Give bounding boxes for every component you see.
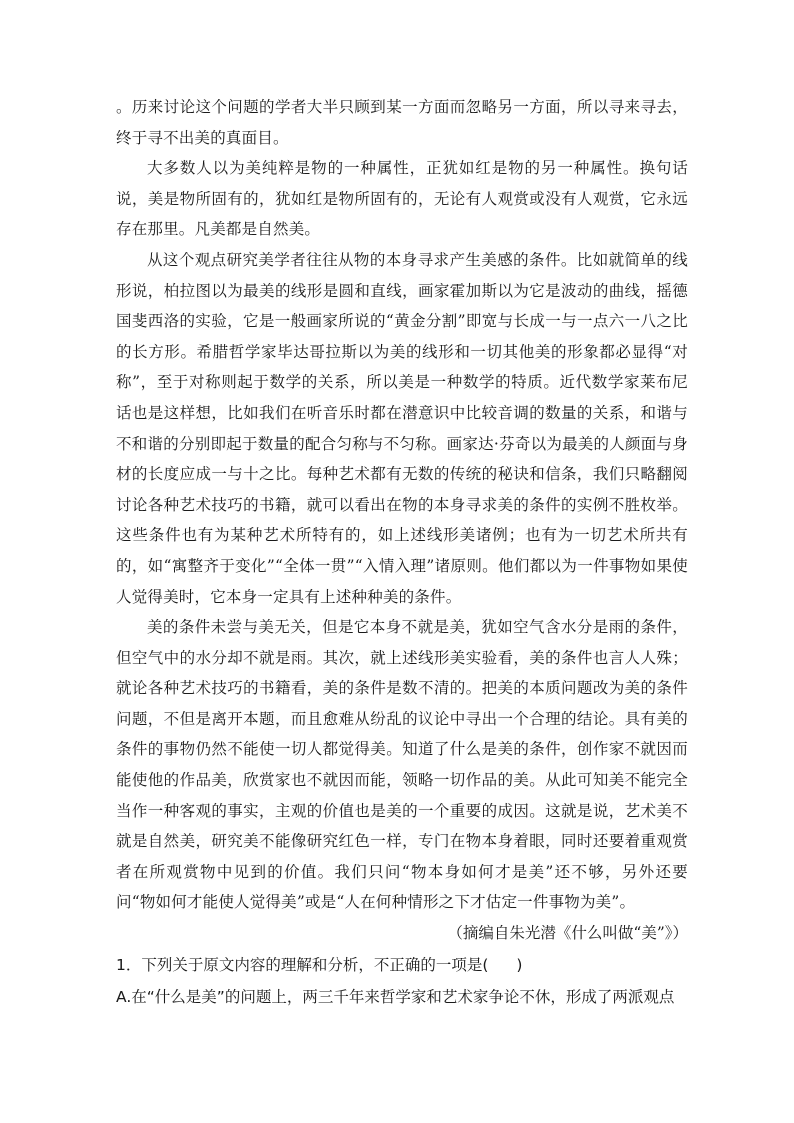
passage-paragraph-1: 。历来讨论这个问题的学者大半只顾到某一方面而忽略另一方面，所以寻来寻去，终于寻不出美的真面目。 [116,98,688,147]
passage-paragraph-2: 大多数人以为美纯粹是物的一种属性，正犹如红是物的另一种属性。换句话说，美是物所固有的，犹如红是物所固有的，无论有人观赏或没有人观赏，它永远存在那里。凡美都是自然美。 [116,159,688,239]
question-1-stem-text: 1．下列关于原文内容的理解和分析，不正确的一项是( [116,955,489,974]
question-1-stem [116,949,688,981]
passage-source: （摘编自朱光潜《什么叫做“美”》） [447,924,688,943]
passage-paragraph-4: 美的条件未尝与美无关，但是它本身不就是美，犹如空气含水分是雨的条件，但空气中的水分却不就是雨。其次，就上述线形美实验看，美的条件也言人人殊；就论各种艺术技巧的书籍看，美的条件是数不清的。把美的本质问题改为美的条件问题，不但是离开本题，而且愈难从纷乱的议论中寻出一个合理的结论。具有美的条件的事物仍然不能使一切人都觉得美。知道了什么是美的条件，创作家不就因而能使他的作品美，欣赏家也不就因而能，领略一切作品的美。从此可知美不能完全当作一种客观的事实，主观的价值也是美的一个重要的成因。这就是说，艺术美不就是自然美，研究美不能像研究红色一样，专门在物本身着眼，同时还要着重观赏者在所观赏物中见到的价值。我们只问“物本身如何才是美”还不够，另外还要问“物如何才能使人觉得美”或是“人在何种情形之下才估定一件事物为美”。 [116,618,688,912]
passage-paragraph-3: 从这个观点研究美学者往往从物的本身寻求产生美感的条件。比如就简单的线形说，柏拉图以为最美的线形是圆和直线，画家霍加斯以为它是波动的曲线，摇德国斐西洛的实验，它是一般画家所说的“黄金分割”即宽与长成一与一点六一八之比的长方形。希腊哲学家毕达哥拉斯以为美的线形和一切其他美的形象都必显得“对称”，至于对称则起于数学的关系，所以美是一种数学的特质。近代数学家莱布尼话也是这样想，比如我们在听音乐时都在潜意识中比较音调的数量的关系，和谐与不和谐的分别即起于数量的配合匀称与不匀称。画家达·芬奇以为最美的人颜面与身材的长度应成一与十之比。每种艺术都有无数的传统的秘诀和信条，我们只略翻阅讨论各种艺术技巧的书籍，就可以看出在物的本身寻求美的条件的实例不胜枚举。这些条件也有为某种艺术所特有的，如上述线形美诸例；也有为一切艺术所共有的，如“寓整齐于变化”“全体一贯”“入情入理”诸原则。他们都以为一件事物如果使人觉得美时，它本身一定具有上述种种美的条件。 [116,250,688,606]
document-page [116,92,688,1013]
question-1-option-a: A.在“什么是美”的问题上，两三千年来哲学家和艺术家争论不休，形成了两派观点 [116,987,675,1006]
question-1-stem-close: ) [516,955,523,974]
answer-blank [488,949,516,981]
